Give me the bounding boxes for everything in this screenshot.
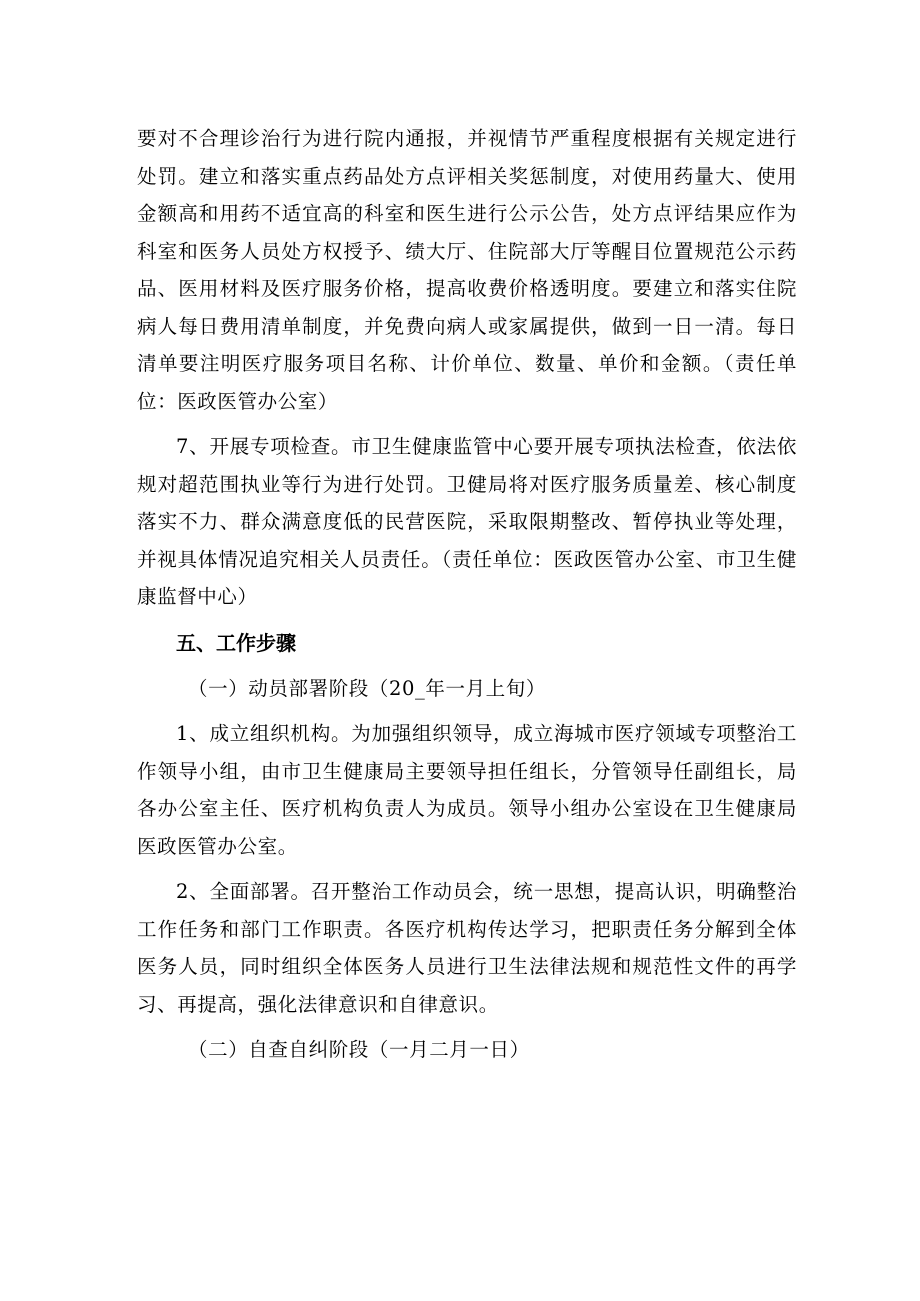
subheading-mobilization-stage: （一）动员部署阶段（20_年一月上旬） [188,676,546,700]
subheading-self-inspection-stage: （二）自查自纠阶段（一月二月一日） [188,1038,530,1061]
document-page [137,120,797,1069]
section-heading-work-steps: 五、工作步骤 [176,630,296,655]
paragraph-prescription-review: 要对不合理诊治行为进行院内通报，并视情节严重程度根据有关规定进行处罚。建立和落实重点药品处方点评相关奖惩制度，对使用药量大、使用金额高和用药不适宜高的科室和医生进行公示公告，处方点评结果应作为科室和医务人员处方权授予、绩大厅、住院部大厅等醒目位置规范公示药品、医用材料及医疗服务价格，提高收费价格透明度。要建立和落实住院病人每日费用清单制度，并免费向病人或家属提供，做到一日一清。每日清单要注明医疗服务项目名称、计价单位、数量、单价和金额。（责任单位：医政医管办公室） [137,127,797,413]
paragraph-organization: 1、成立组织机构。为加强组织领导，成立海城市医疗领域专项整治工作领导小组，由市卫生健康局主要领导担任组长，分管领导任副组长，局各办公室主任、医疗机构负责人为成员。领导小组办公室设在卫生健康局医政医管办公室。 [137,722,797,858]
paragraph-special-inspection: 7、开展专项检查。市卫生健康监管中心要开展专项执法检查，依法依规对超范围执业等行为进行处罚。卫健局将对医疗服务质量差、核心制度落实不力、群众满意度低的民营医院，采取限期整改、暂停执业等处理，并视具体情况追究相关人员责任。（责任单位：医政医管办公室、市卫生健康监督中心） [137,435,797,608]
paragraph-deployment: 2、全面部署。召开整治工作动员会，统一思想，提高认识，明确整治工作任务和部门工作职责。各医疗机构传达学习，把职责任务分解到全体医务人员，同时组织全体医务人员进行卫生法律法规和规范性文件的再学习、再提高，强化法律意识和自律意识。 [137,880,797,1016]
